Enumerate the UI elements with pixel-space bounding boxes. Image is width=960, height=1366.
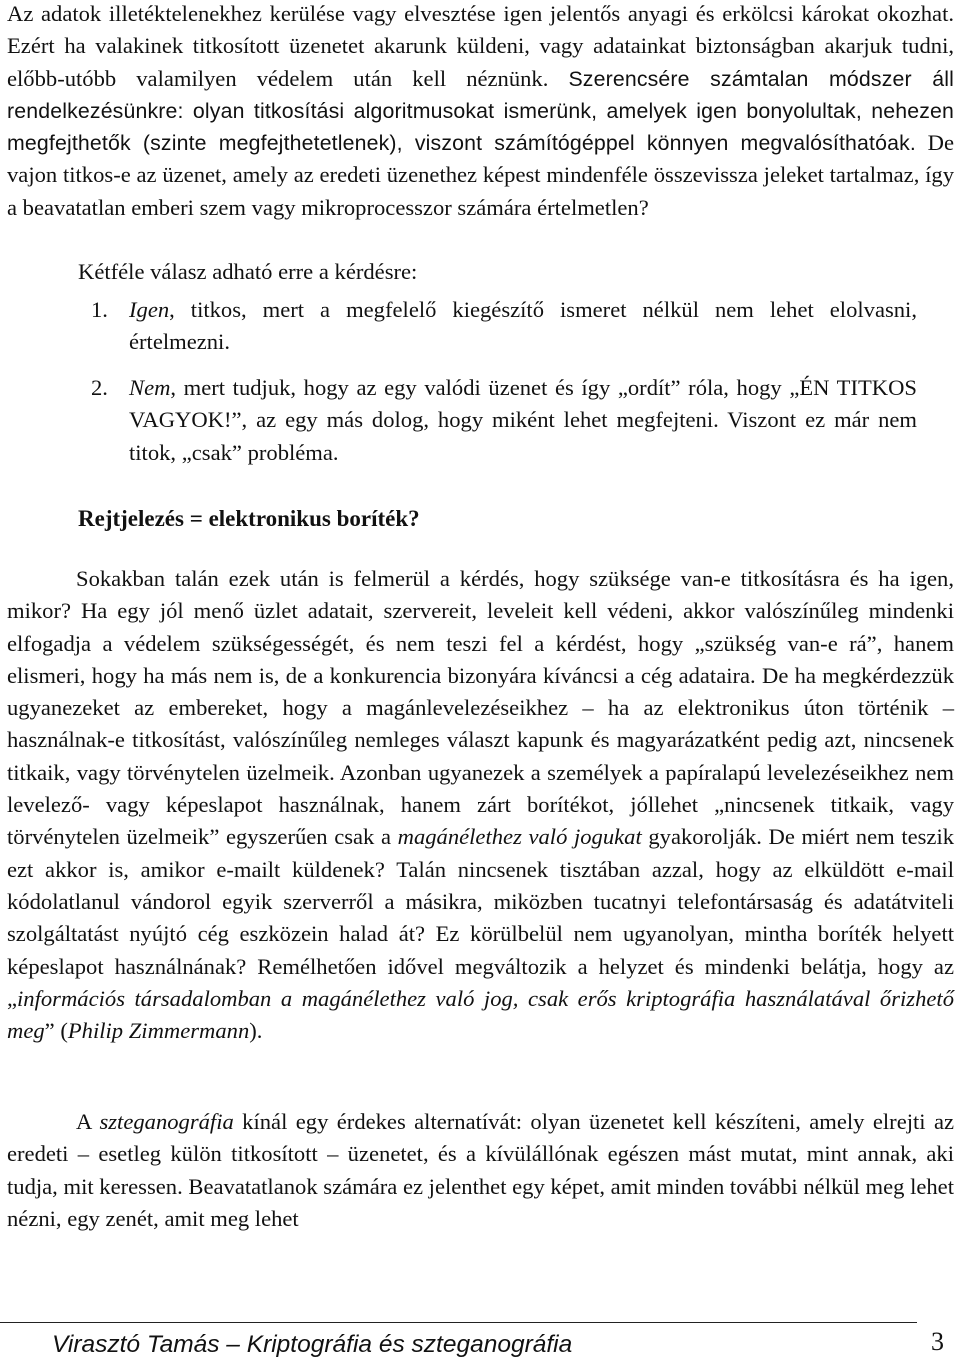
answer-body [93,294,917,359]
answer-item-1 [93,294,917,359]
answer-text: , mert tudjuk, hogy az egy valódi üzenet és így „ordít” róla, hogy „ÉN TITKOS VAGYOK!”, az egy más dolog, hogy miként lehet megfejteni. Viszont ez már nem titok, „csak” probléma. [129,375,917,465]
answer-text: , titkos, mert a megfelelő kiegészítő ismeret nélkül nem lehet elolvasni, értelmezni. [129,297,917,355]
answer-body [93,372,917,469]
intro-text-2: Szerencsére számtalan módszer áll rendelkezésünkre: olyan titkosítási algoritmusokat ismerünk, amelyek igen bonyolultak, nehezen megfejthetők (szinte megfejthetetlenek), viszont számítógéppel könnyen megvalósíthatóak. [7,66,954,156]
emphasis-text: szteganográfia [99,1109,234,1134]
page-number: 3 [931,1327,944,1356]
intro-text-1: Az adatok illetéktelenekhez kerülése vagy elvesztése igen jelentős anyagi és erkölcsi károkat okozhat. Ezért ha valakinek titkosított üzenetet akarunk küldeni, vagy adatainkat biztonságban akarjuk tudni, előbb-utóbb valamilyen védelem után kell néznünk. [7,1,954,91]
body-paragraph-2 [7,1106,954,1235]
body-text: kínál egy érdekes alternatívát: olyan üzenetet kell készíteni, amely elrejti az eredeti – esetleg külön titkosított – üzenetet, és a kívülállónak egészen mást mutat, mint annak, aki tudja, mit keressen. Beavatatlanok számára ez jelenthet egy képet, amit minden további nélkül meg lehet nézni, egy zenét, amit meg lehet [7,1109,955,1231]
footer-title: Virasztó Tamás – Kriptográfia és szteganográfia [52,1331,573,1358]
body-text: ” ( [44,1018,68,1044]
answers-lead: Kétféle válasz adható erre a kérdésre: [78,259,418,284]
body-text: A [76,1109,100,1134]
body-text: Sokakban talán ezek után is felmerül a kérdés, hogy szüksége van-e titkosításra és ha igen, mikor? Ha egy jól menő üzlet adatait, szervereit, leveleit kell védeni, akkor valószínűleg mindenki elfogadja a védelem szükségességét, és nem teszi fel a kérdést, hogy „szükség van-e rá”, hanem elismeri, hogy ha más nem is, de a konkurencia bizonyára kíváncsi a cég adataira. De ha megkérdezzük ugyanezeket az embereket, hogy a magánlevelezéseikhez – ha az elektronikus úton történik – használnak-e titkosítást, valószínűleg nemleges választ kapunk és magyarázatként pedig azt, nincsenek titkaik, vagy törvénytelen üzelmeik. Azonban ugyanezek a személyek a papíralapú levelezéseikhez nem levelező- vagy képeslapot használnak, hanem zárt borítékot, jóllehet „nincsenek titkaik, vagy törvénytelen üzelmeik” egyszerűen csak a [7,566,954,850]
answer-number: 2. [91,375,108,400]
quote-author: Philip Zimmermann [67,1018,250,1044]
intro-paragraph [7,0,954,224]
emphasis-text: magánélethez való jogukat [397,824,642,850]
section-heading: Rejtjelezés = elektronikus boríték? [78,506,420,531]
body-paragraph-1 [7,563,954,1047]
answer-keyword: Igen [129,297,170,322]
intro-text-3: De vajon titkos-e az üzenet, amely az eredeti üzenethez képest mindenféle összevissza jeleket tartalmaz, így a beavatatlan emberi szem vagy mikroprocesszor számára értelmetlen? [7,130,954,220]
answer-keyword: Nem [129,375,171,400]
body-text: ). [249,1018,263,1044]
body-text: gyakorolják. De miért nem teszik ezt akkor is, amikor e-mailt küldenek? Talán nincsenek tisztában azzal, hogy az elküldött e-mail kódolatlanul vándorol egyik szerverről a másikra, miközben tucatnyi telefontársaság és adatátviteli szolgáltatást nyújtó cég eszközein halad át? Ez körülbelül nem ugyanolyan, mintha boríték helyett képeslapot használnának? Remélhetően idővel megváltozik a helyzet és mindenki belátja, hogy az „ [7,824,955,1011]
footer-divider [0,1322,917,1323]
answer-item-2 [93,372,917,469]
quotation-text: információs társadalomban a magánélethez való jog, csak erős kriptográfia használatával őrizhető meg [7,985,954,1044]
answer-number: 1. [91,297,108,322]
